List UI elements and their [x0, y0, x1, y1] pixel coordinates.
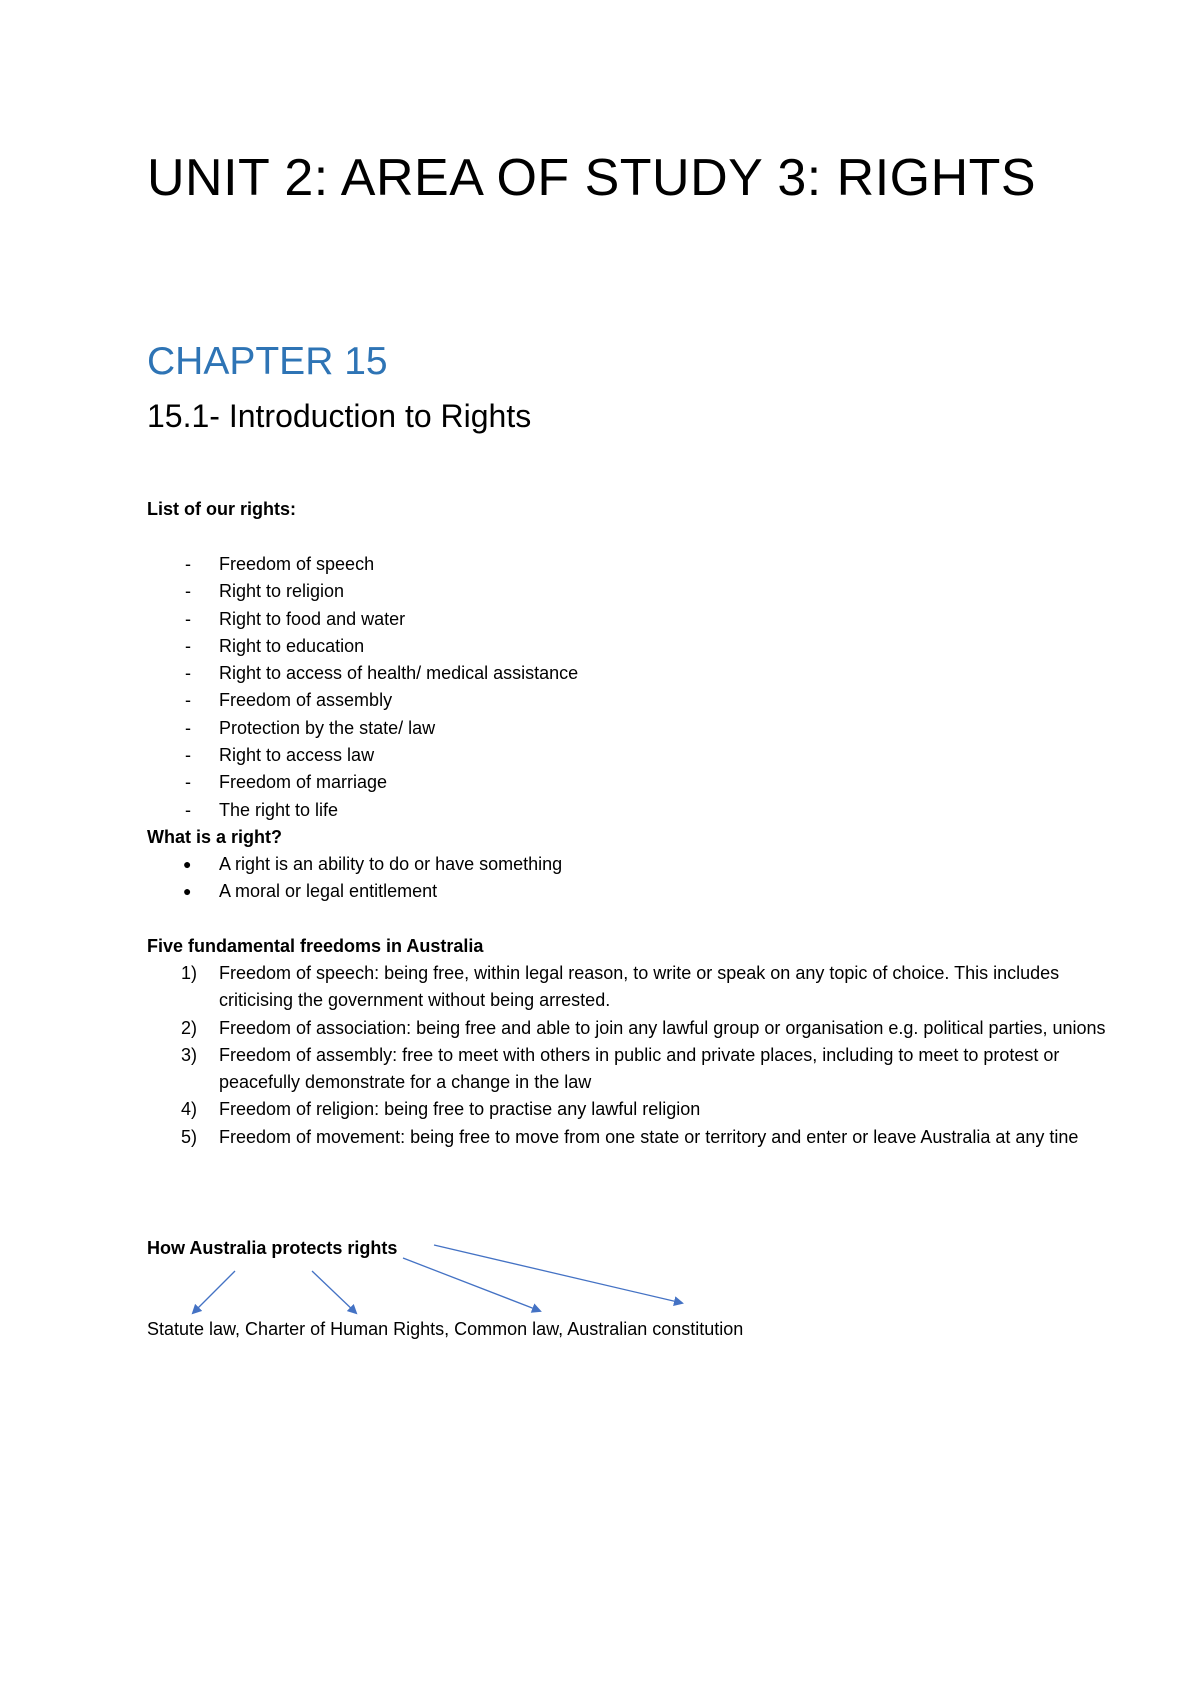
- bullet-icon: ●: [183, 883, 192, 900]
- list-number: 5): [181, 1126, 198, 1147]
- list-item-text: Right to access of health/ medical assistance: [219, 663, 579, 684]
- rights-list-label: List of our rights:: [147, 499, 296, 519]
- list-item-text: Freedom of movement: being free to move from one state or territory and enter or leave Australia at any tine: [219, 1126, 1079, 1147]
- list-item: [147, 578, 578, 605]
- dash-marker: -: [185, 799, 191, 820]
- dash-marker: -: [185, 554, 191, 574]
- list-item: [147, 851, 562, 878]
- list-number: 3): [181, 1044, 198, 1065]
- list-item-text: A moral or legal entitlement: [219, 881, 438, 902]
- list-item: [147, 660, 578, 687]
- list-item: [147, 1015, 1119, 1042]
- list-item: [147, 1042, 1119, 1097]
- list-item-text: Right to education: [219, 635, 365, 656]
- list-item-text: Freedom of marriage: [219, 772, 388, 793]
- protection-targets: Statute law, Charter of Human Rights, Common law, Australian constitution: [147, 1319, 744, 1339]
- what-is-right-label: What is a right?: [147, 827, 282, 847]
- list-number: 1): [181, 963, 198, 983]
- list-item-text: Freedom of speech: being free, within legal reason, to write or speak on any topic of choice. This includes criticising the government without being arrested.: [219, 963, 1060, 1011]
- list-item: [147, 715, 578, 742]
- dash-marker: -: [185, 745, 191, 766]
- list-item-text: Protection by the state/ law: [219, 717, 436, 738]
- list-item: [147, 551, 578, 578]
- freedoms-list: [147, 960, 1119, 1151]
- list-item: [147, 878, 562, 905]
- bullet-icon: ●: [183, 856, 192, 872]
- arrow-to-statute-law: [193, 1271, 235, 1313]
- dash-marker: -: [185, 690, 191, 711]
- page-title: UNIT 2: AREA OF STUDY 3: RIGHTS: [147, 149, 1037, 207]
- rights-list: [147, 551, 578, 824]
- arrow-to-common-law: [403, 1258, 540, 1311]
- arrow-to-australian-constitution: [434, 1245, 682, 1303]
- list-item-text: The right to life: [219, 799, 339, 820]
- dash-marker: -: [185, 608, 191, 629]
- protection-label: How Australia protects rights: [147, 1238, 398, 1258]
- chapter-heading: CHAPTER 15: [147, 340, 388, 383]
- list-item: [147, 687, 578, 714]
- section-heading: 15.1- Introduction to Rights: [147, 398, 532, 434]
- list-item: [147, 633, 578, 660]
- list-item-text: Right to religion: [219, 581, 345, 602]
- what-is-right-list: [147, 851, 562, 906]
- freedoms-label: Five fundamental freedoms in Australia: [147, 936, 484, 956]
- list-item-text: Freedom of association: being free and able to join any lawful group or organisation e.g. political parties, unions: [219, 1017, 1106, 1038]
- list-item-text: Right to food and water: [219, 608, 406, 629]
- list-item: [147, 769, 578, 796]
- dash-marker: -: [185, 663, 191, 684]
- list-item-text: Freedom of religion: being free to practise any lawful religion: [219, 1099, 701, 1120]
- list-item-text: Right to access law: [219, 745, 375, 766]
- list-number: 2): [181, 1017, 198, 1038]
- list-item: [147, 606, 578, 633]
- list-item: [147, 1096, 1119, 1123]
- dash-marker: -: [185, 717, 191, 738]
- dash-marker: -: [185, 581, 191, 602]
- list-item-text: A right is an ability to do or have something: [219, 854, 563, 874]
- list-item: [147, 960, 1119, 1015]
- dash-marker: -: [185, 772, 191, 793]
- list-item: [147, 1124, 1119, 1151]
- list-item: [147, 742, 578, 769]
- list-item-text: Freedom of assembly: [219, 690, 393, 711]
- list-item-text: Freedom of assembly: free to meet with others in public and private places, including to meet to protest or peacefully demonstrate for a change in the law: [219, 1044, 1060, 1093]
- dash-marker: -: [185, 635, 191, 656]
- list-item: [147, 797, 578, 824]
- list-number: 4): [181, 1099, 198, 1120]
- list-item-text: Freedom of speech: [219, 554, 375, 574]
- arrow-to-charter-of-human-rights: [312, 1271, 356, 1313]
